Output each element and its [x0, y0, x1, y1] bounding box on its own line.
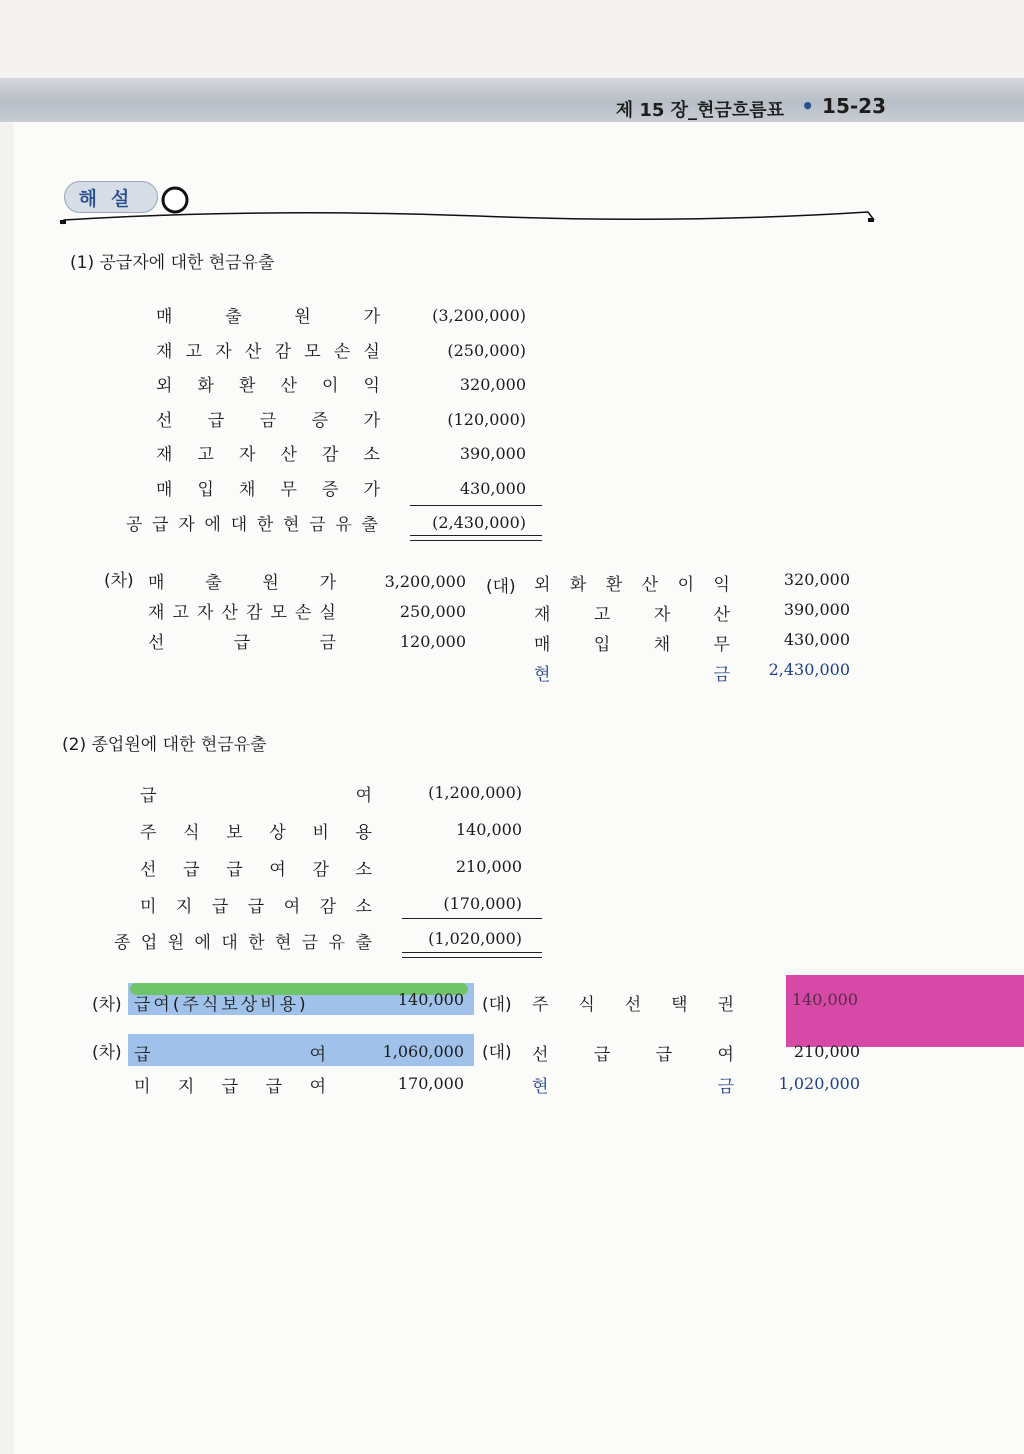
calc-row-label-char: 원 [294, 307, 311, 327]
calc-row-label-char: 소 [363, 445, 380, 465]
calc-row-label-char: 비 [312, 823, 329, 843]
journal-debit-account [148, 598, 336, 623]
debit-amount: 140,000 [397, 990, 464, 1009]
calc-row-label-char: 산 [280, 445, 297, 465]
debit-account: 급여(주식보상비용) [134, 995, 309, 1015]
journal-debit-account-char: 원 [262, 573, 279, 593]
total-label-char: 출 [355, 933, 372, 953]
calc-row-label [156, 302, 380, 327]
calc-row-label [140, 781, 372, 806]
credit-account-char: 권 [717, 995, 734, 1015]
journal-debit-account [134, 1040, 326, 1065]
calc-row-label-char: 자 [215, 341, 232, 362]
journal-credit-account-char: 이 [677, 575, 695, 595]
journal-debit-account-char: 급 [233, 633, 251, 653]
calc-row-label-char: 실 [363, 341, 380, 362]
journal-credit-account-char: 현 [534, 665, 551, 685]
calc-row-value: 140,000 [455, 820, 522, 839]
journal-debit-account-char: 실 [319, 603, 336, 623]
calc-row-label [140, 818, 372, 843]
journal-debit-amount: 250,000 [399, 602, 466, 621]
journal-credit-account-char: 현 [532, 1077, 549, 1097]
journal-debit-account-char: 재 [148, 603, 165, 623]
journal-credit-amount: 390,000 [783, 600, 850, 619]
calc-row-label-char: 고 [185, 341, 203, 362]
total-label-char: 대 [221, 933, 238, 953]
total-label-char: 자 [178, 515, 195, 535]
journal-credit-account-char: 선 [532, 1045, 549, 1065]
page-sheet [14, 88, 1024, 1454]
journal-debit-account-char: 급 [265, 1077, 283, 1097]
journal-credit-amount: 430,000 [783, 630, 850, 649]
calc-row-label [140, 892, 372, 917]
credit-account-char: 선 [624, 995, 642, 1015]
calc-row-label-char: 감 [274, 341, 291, 362]
journal-debit-account [148, 568, 336, 593]
calc-row-label-char: 매 [156, 307, 173, 327]
page-tab-sticker [786, 975, 1024, 1047]
journal-credit-account-char: 금 [717, 1077, 734, 1097]
calc-row-label-char: 미 [140, 897, 157, 917]
journal-debit-account-char: 여 [309, 1045, 326, 1065]
explanation-badge: 해설 [64, 181, 158, 213]
journal-debit-account-char: 급 [221, 1077, 239, 1097]
credit-tag: (대) [486, 577, 516, 597]
section-title-suppliers: (1) 공급자에 대한 현금유출 [70, 253, 275, 273]
calc-row-label-char: 급 [207, 410, 225, 431]
total-label-char: 한 [248, 933, 265, 953]
calc-row-label-char: 가 [363, 307, 380, 327]
journal-debit-account-char: 고 [172, 603, 189, 623]
debit-tag: (차) [92, 995, 122, 1015]
journal-credit-account-char: 금 [713, 665, 730, 685]
journal-credit-account-char: 외 [534, 575, 551, 595]
calc-row-label-char: 증 [322, 479, 339, 500]
calc-row-label-char: 외 [156, 376, 173, 396]
calc-row-label-char: 주 [140, 823, 157, 843]
journal-credit-account [534, 660, 730, 685]
calc-row-label-char: 보 [226, 823, 243, 843]
calc-row-value: (120,000) [447, 409, 526, 429]
calc-row-label-char: 가 [363, 479, 380, 500]
journal-debit-account-char: 미 [134, 1077, 151, 1097]
calc-row-label-char: 자 [239, 445, 256, 465]
calc-row-label-char: 채 [239, 479, 256, 500]
supplier-total-label [126, 510, 378, 535]
total-label-char: 유 [335, 515, 352, 535]
journal-credit-account-char: 자 [653, 605, 671, 625]
journal-debit-account-char: 급 [134, 1045, 151, 1065]
journal-debit-account-char: 선 [148, 633, 165, 653]
calc-row-label [156, 440, 380, 465]
journal-debit-amount: 3,200,000 [384, 572, 466, 591]
calc-row-label [156, 475, 380, 500]
calc-row-value: (3,200,000) [432, 306, 526, 325]
credit-tag: (대) [482, 995, 512, 1015]
journal-debit-account-char: 매 [148, 573, 165, 593]
journal-credit-account-char: 채 [653, 635, 671, 655]
calc-row-value: 210,000 [455, 857, 522, 876]
calc-row-label-char: 급 [247, 897, 265, 917]
journal-debit-account-char: 출 [205, 573, 222, 593]
journal-debit-amount: 170,000 [397, 1074, 464, 1093]
calc-row-label-char: 급 [140, 786, 157, 806]
journal-debit-account-char: 금 [319, 633, 336, 653]
calc-row-label-char: 감 [312, 860, 329, 880]
calc-row-label-char: 소 [355, 897, 372, 917]
subtotal-line [402, 918, 542, 919]
calc-row-label-char: 산 [244, 341, 262, 362]
calc-row-label-char: 금 [259, 410, 277, 431]
employee-total-label [114, 928, 372, 953]
journal-credit-account [534, 570, 730, 595]
calc-row-label [140, 855, 372, 880]
credit-account-char: 택 [671, 995, 688, 1015]
calc-row-label-char: 가 [363, 410, 380, 431]
calc-row-label-char: 고 [197, 445, 214, 465]
section-divider [58, 206, 878, 228]
journal-credit-account-char: 환 [605, 575, 623, 595]
journal-debit-account-char: 자 [197, 603, 214, 623]
total-label-char: 금 [301, 933, 319, 953]
journal-credit-account-char: 무 [713, 635, 730, 655]
total-label-char: 한 [256, 515, 274, 535]
calc-row-label-char: 산 [280, 376, 297, 396]
journal-debit-account-char: 손 [295, 603, 312, 623]
calc-row-label-char: 화 [197, 376, 214, 396]
journal-credit-account [532, 1072, 734, 1097]
calc-row-value: (1,200,000) [428, 783, 522, 802]
journal-debit-account-char: 모 [270, 603, 287, 623]
journal-debit-account-char: 여 [309, 1077, 326, 1097]
journal-debit-amount: 1,060,000 [382, 1042, 464, 1061]
total-label-char: 대 [230, 515, 248, 535]
bullet-icon: • [801, 94, 815, 118]
calc-row-label-char: 증 [311, 410, 329, 431]
calc-row-label-char: 매 [156, 479, 173, 500]
journal-credit-account-char: 산 [713, 605, 730, 625]
calc-row-label-char: 환 [239, 376, 256, 396]
journal-credit-account [534, 600, 730, 625]
total-label-char: 에 [194, 933, 211, 953]
calc-row-label-char: 여 [283, 897, 301, 917]
calc-row-label-char: 급 [211, 897, 229, 917]
calc-row-value: (170,000) [443, 894, 522, 913]
journal-credit-account-char: 급 [593, 1045, 611, 1065]
journal-credit-account-char: 여 [717, 1045, 734, 1065]
calc-row-label [156, 371, 380, 396]
calc-row-label-char: 용 [355, 823, 372, 843]
journal-debit-account [148, 628, 336, 653]
journal-credit-account-char: 익 [713, 575, 730, 595]
calc-row-label-char: 재 [156, 341, 173, 362]
total-label-char: 에 [204, 515, 221, 535]
total-label-char: 유 [328, 933, 346, 953]
calc-row-label-char: 감 [319, 897, 337, 917]
calc-row-label-char: 재 [156, 445, 173, 465]
journal-debit-account-char: 가 [319, 573, 336, 593]
total-label-char: 종 [114, 933, 131, 953]
journal-credit-account-char: 매 [534, 635, 551, 655]
calc-row-label-char: 입 [197, 479, 214, 500]
calc-row-label-char: 여 [269, 860, 286, 880]
calc-row-value: (250,000) [447, 340, 526, 360]
debit-tag: (차) [104, 571, 134, 591]
journal-debit-account [134, 1072, 326, 1097]
journal-credit-account [532, 1040, 734, 1065]
total-double-line [402, 952, 542, 958]
calc-row-label-char: 여 [355, 786, 372, 806]
calc-row-label-char: 이 [322, 376, 339, 396]
journal-credit-amount: 210,000 [793, 1042, 860, 1061]
calc-row-label-char: 소 [355, 860, 372, 880]
journal-debit-amount: 120,000 [399, 632, 466, 651]
total-label-char: 업 [140, 933, 158, 953]
calc-row-label-char: 식 [183, 823, 200, 843]
calc-row-label [156, 337, 380, 362]
calc-row-label-char: 익 [363, 376, 380, 396]
credit-tag: (대) [482, 1043, 512, 1063]
calc-row-label-char: 모 [304, 341, 321, 362]
supplier-total-value: (2,430,000) [432, 513, 526, 532]
journal-credit-amount: 2,430,000 [768, 660, 850, 679]
calc-row-label-char: 선 [140, 860, 157, 880]
calc-row-value: 320,000 [459, 375, 526, 394]
journal-credit-account-char: 급 [655, 1045, 673, 1065]
calc-row-label-char: 지 [175, 897, 193, 917]
calc-row-label-char: 선 [156, 410, 173, 431]
credit-amount: 140,000 [791, 990, 858, 1009]
total-label-char: 현 [274, 933, 292, 953]
journal-debit-account-char: 지 [177, 1077, 195, 1097]
total-label-char: 금 [309, 515, 326, 535]
chapter-header [616, 96, 784, 122]
calc-row-label-char: 상 [269, 823, 286, 843]
calc-row-value: 390,000 [459, 444, 526, 463]
calc-row-label-char: 급 [183, 860, 200, 880]
total-label-char: 공 [126, 515, 143, 535]
journal-credit-account [534, 630, 730, 655]
journal-credit-amount: 320,000 [783, 570, 850, 589]
calc-row-label-char: 무 [280, 479, 297, 500]
calc-row-label [156, 406, 380, 431]
page-number: 15-23 [822, 94, 886, 118]
credit-account [532, 990, 734, 1015]
calc-row-label-char: 감 [322, 445, 339, 465]
calc-row-label-char: 출 [225, 307, 242, 327]
page-number-wrap [793, 94, 886, 118]
debit-tag: (차) [92, 1043, 122, 1063]
credit-account-char: 식 [578, 995, 595, 1015]
section-title-employees: (2) 종업원에 대한 현금유출 [62, 735, 267, 755]
total-label-char: 현 [283, 515, 300, 535]
journal-debit-account-char: 산 [221, 603, 238, 623]
calc-row-label-char: 급 [226, 860, 243, 880]
calc-row-value: 430,000 [459, 478, 526, 498]
journal-credit-account-char: 고 [593, 605, 611, 625]
total-double-line [410, 535, 542, 541]
subtotal-line [410, 505, 542, 506]
journal-credit-account-char: 재 [534, 605, 551, 625]
calc-row-label-char: 손 [333, 341, 351, 362]
chapter-title: 제 15 장_현금흐름표 [615, 100, 784, 121]
total-label-char: 출 [361, 515, 378, 535]
credit-account-char: 주 [532, 995, 549, 1015]
total-label-char: 급 [152, 515, 169, 535]
journal-credit-account-char: 산 [641, 575, 659, 595]
total-label-char: 원 [167, 933, 185, 953]
journal-credit-account-char: 입 [593, 635, 611, 655]
employee-total-value: (1,020,000) [428, 929, 522, 948]
journal-credit-account-char: 화 [569, 575, 587, 595]
journal-credit-amount: 1,020,000 [778, 1074, 860, 1093]
journal-debit-account-char: 감 [246, 603, 263, 623]
